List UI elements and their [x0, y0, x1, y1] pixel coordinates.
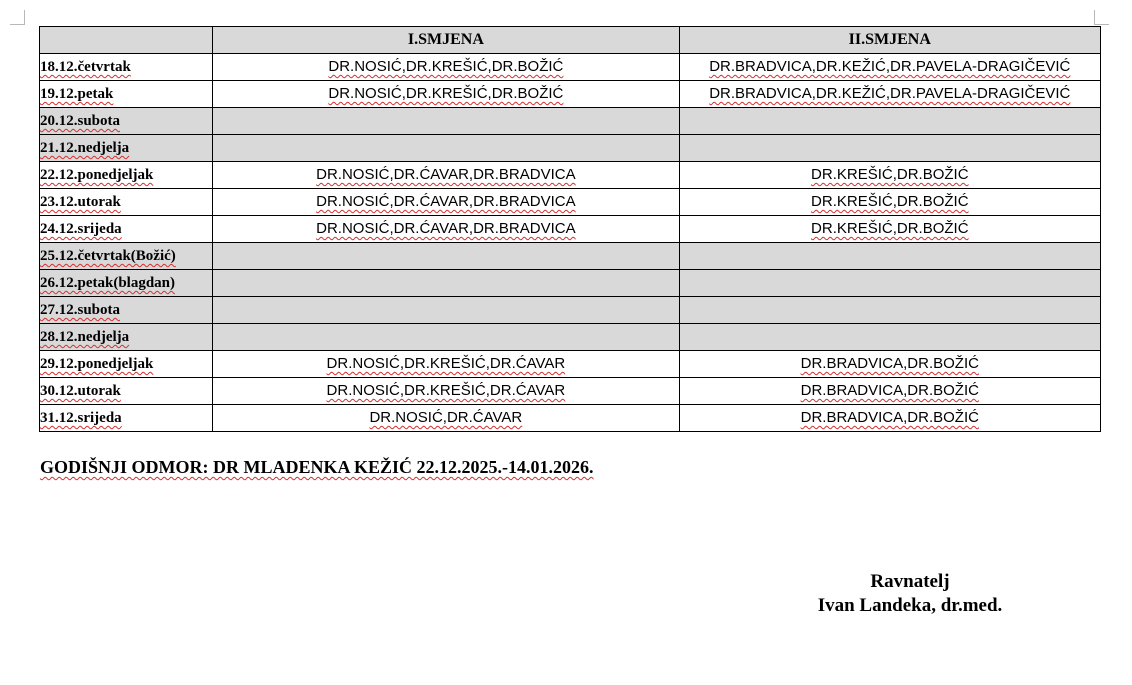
- row-second-shift: [679, 189, 1100, 216]
- row-first-shift: [213, 270, 679, 297]
- row-date-text: 28.12.nedjelja: [40, 329, 130, 345]
- second-shift-doctors: DR.BRADVICA,DR.KEŽIĆ,DR.PAVELA-DRAGIČEVIĆ: [709, 85, 1071, 102]
- row-date-text: 30.12.utorak: [40, 383, 121, 399]
- row-second-shift: [679, 324, 1100, 351]
- second-shift-doctors: DR.BRADVICA,DR.BOŽIĆ: [800, 409, 979, 426]
- row-first-shift: [213, 243, 679, 270]
- first-shift-doctors: DR.NOSIĆ,DR.ĆAVAR,DR.BRADVICA: [316, 220, 576, 237]
- row-date-text: 23.12.utorak: [40, 194, 121, 210]
- first-shift-doctors: DR.NOSIĆ,DR.KREŠIĆ,DR.ĆAVAR: [326, 382, 566, 399]
- page-corner-mark-right: [1094, 10, 1109, 25]
- second-shift-doctors: DR.BRADVICA,DR.BOŽIĆ: [800, 355, 979, 372]
- table-row: [40, 135, 1101, 162]
- table-row: [40, 162, 1101, 189]
- second-shift-doctors: DR.KREŠIĆ,DR.BOŽIĆ: [811, 193, 969, 210]
- signature-title: Ravnatelj: [870, 571, 950, 592]
- row-second-shift: [679, 351, 1100, 378]
- first-shift-doctors: DR.NOSIĆ,DR.KREŠIĆ,DR.ĆAVAR: [326, 355, 566, 372]
- row-date-text: 20.12.subota: [40, 113, 121, 129]
- row-date-text: 21.12.nedjelja: [40, 140, 130, 156]
- row-date-text: 18.12.četvrtak: [40, 59, 131, 75]
- row-date: [40, 351, 213, 378]
- row-first-shift: [213, 189, 679, 216]
- first-shift-doctors: DR.NOSIĆ,DR.ĆAVAR,DR.BRADVICA: [316, 166, 576, 183]
- row-first-shift: [213, 324, 679, 351]
- second-shift-doctors: DR.KREŠIĆ,DR.BOŽIĆ: [811, 166, 969, 183]
- row-second-shift: [679, 108, 1100, 135]
- table-row: [40, 324, 1101, 351]
- row-date: [40, 108, 213, 135]
- row-second-shift: [679, 378, 1100, 405]
- row-date-text: 19.12.petak: [40, 86, 114, 102]
- row-date-text: 27.12.subota: [40, 302, 121, 318]
- header-date: [40, 27, 213, 54]
- second-shift-doctors: DR.KREŠIĆ,DR.BOŽIĆ: [811, 220, 969, 237]
- second-shift-doctors: DR.BRADVICA,DR.KEŽIĆ,DR.PAVELA-DRAGIČEVIĆ: [709, 58, 1071, 75]
- row-date-text: 25.12.četvrtak(Božić): [40, 248, 176, 264]
- row-date-text: 31.12.srijeda: [40, 410, 122, 426]
- table-row: [40, 270, 1101, 297]
- table-row: [40, 189, 1101, 216]
- row-date: [40, 216, 213, 243]
- header-first-shift: I.SMJENA: [213, 27, 679, 54]
- row-first-shift: [213, 351, 679, 378]
- table-row: [40, 405, 1101, 432]
- table-row: [40, 243, 1101, 270]
- row-first-shift: [213, 135, 679, 162]
- table-row: [40, 54, 1101, 81]
- table-row: [40, 216, 1101, 243]
- page-corner-mark-left: [10, 10, 25, 25]
- row-date: [40, 405, 213, 432]
- row-date-text: 22.12.ponedjeljak: [40, 167, 154, 183]
- row-first-shift: [213, 378, 679, 405]
- row-date-text: 26.12.petak(blagdan): [40, 275, 176, 291]
- row-date: [40, 270, 213, 297]
- row-second-shift: [679, 54, 1100, 81]
- row-date: [40, 378, 213, 405]
- row-date: [40, 243, 213, 270]
- annual-leave-note-text: GODIŠNJI ODMOR: DR MLADENKA KEŽIĆ 22.12.2025.-14.01.2026.: [40, 457, 594, 477]
- first-shift-doctors: DR.NOSIĆ,DR.KREŠIĆ,DR.BOŽIĆ: [328, 85, 564, 102]
- table-row: [40, 351, 1101, 378]
- row-date: [40, 297, 213, 324]
- row-second-shift: [679, 135, 1100, 162]
- annual-leave-note: [40, 457, 594, 478]
- row-second-shift: [679, 405, 1100, 432]
- row-first-shift: [213, 162, 679, 189]
- row-second-shift: [679, 297, 1100, 324]
- row-date: [40, 135, 213, 162]
- row-second-shift: [679, 162, 1100, 189]
- table-row: [40, 378, 1101, 405]
- row-first-shift: [213, 405, 679, 432]
- table-row: [40, 297, 1101, 324]
- row-second-shift: [679, 243, 1100, 270]
- schedule-body: [40, 54, 1101, 432]
- row-first-shift: [213, 216, 679, 243]
- first-shift-doctors: DR.NOSIĆ,DR.ĆAVAR,DR.BRADVICA: [316, 193, 576, 210]
- row-second-shift: [679, 81, 1100, 108]
- first-shift-doctors: DR.NOSIĆ,DR.ĆAVAR: [369, 409, 523, 426]
- row-first-shift: [213, 54, 679, 81]
- row-second-shift: [679, 270, 1100, 297]
- row-date: [40, 81, 213, 108]
- row-date-text: 24.12.srijeda: [40, 221, 122, 237]
- second-shift-doctors: DR.BRADVICA,DR.BOŽIĆ: [800, 382, 979, 399]
- header-second-shift: II.SMJENA: [679, 27, 1100, 54]
- signature-block: [780, 570, 1040, 618]
- first-shift-doctors: DR.NOSIĆ,DR.KREŠIĆ,DR.BOŽIĆ: [328, 58, 564, 75]
- row-first-shift: [213, 297, 679, 324]
- shift-schedule-table: [39, 26, 1101, 432]
- row-date: [40, 162, 213, 189]
- row-date-text: 29.12.ponedjeljak: [40, 356, 154, 372]
- row-date: [40, 54, 213, 81]
- signature-name: Ivan Landeka, dr.med.: [817, 595, 1003, 616]
- row-first-shift: [213, 81, 679, 108]
- row-second-shift: [679, 216, 1100, 243]
- row-date: [40, 189, 213, 216]
- table-row: [40, 81, 1101, 108]
- row-first-shift: [213, 108, 679, 135]
- table-header-row: [40, 27, 1101, 54]
- table-row: [40, 108, 1101, 135]
- row-date: [40, 324, 213, 351]
